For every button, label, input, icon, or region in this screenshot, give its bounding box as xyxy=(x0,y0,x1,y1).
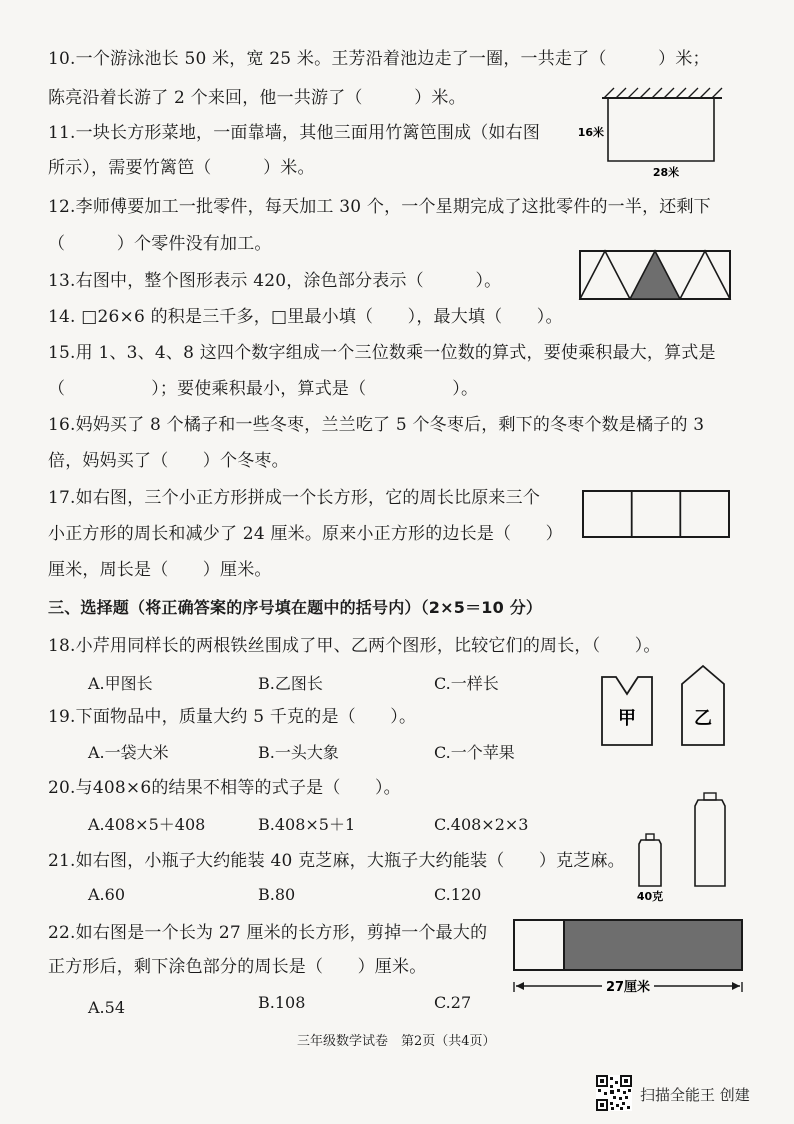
q12-line2: （ ）个零件没有加工。 xyxy=(48,234,272,254)
q16-line1: 16.妈妈买了 8 个橘子和一些冬枣，兰兰吃了 5 个冬枣后，剩下的冬枣个数是橘子的 3 xyxy=(48,415,705,435)
q10-line1: 10.一个游泳池长 50 米，宽 25 米。王芳沿着池边走了一圈，一共走了（ ）米； xyxy=(48,49,710,69)
q17-line2: 小正方形的周长和减少了 24 厘米。原来小正方形的边长是（ ） xyxy=(48,524,563,544)
q17-line3: 厘米，周长是（ ）厘米。 xyxy=(48,560,272,580)
q22-shaded-region xyxy=(564,920,742,970)
qr-code-icon xyxy=(596,1075,632,1111)
q11-line1: 11.一块长方形菜地，一面靠墙，其他三面用竹篱笆围成（如右图 xyxy=(48,123,541,143)
q22-rectangle-figure xyxy=(512,916,746,998)
q22-line1: 22.如右图是一个长为 27 厘米的长方形，剪掉一个最大的 xyxy=(48,923,488,943)
q13-triangle-figure xyxy=(579,250,731,300)
page-footer: 三年级数学试卷 第2页（共4页） xyxy=(297,1034,496,1049)
q18-option-c[interactable]: C.一样长 xyxy=(434,674,499,693)
q15-line2: （ ）；要使乘积最小，算式是（ ）。 xyxy=(48,379,479,399)
q19-option-c[interactable]: C.一个苹果 xyxy=(434,743,515,762)
q21-bottles-figure xyxy=(632,790,732,902)
q17-three-squares-figure xyxy=(582,490,730,538)
q14-line1: 14. □26×6 的积是三千多，□里最小填（ ），最大填（ ）。 xyxy=(48,307,563,327)
q21-small-bottle-label: 40克 xyxy=(636,890,664,903)
q18-label-yi: 乙 xyxy=(694,708,712,729)
scanner-watermark-text: 扫描全能王 创建 xyxy=(640,1086,750,1104)
q21-option-c[interactable]: C.120 xyxy=(434,885,482,904)
q18-stem: 18.小芹用同样长的两根铁丝围成了甲、乙两个图形，比较它们的周长，（ ）。 xyxy=(48,636,661,656)
q21-option-b[interactable]: B.80 xyxy=(258,885,296,904)
q18-label-jia: 甲 xyxy=(618,708,636,729)
q22-option-c[interactable]: C.27 xyxy=(434,993,472,1012)
q11-vegetable-plot-figure xyxy=(574,86,724,178)
q20-stem: 20.与408×6的结果不相等的式子是（ ）。 xyxy=(48,778,401,798)
section3-title: 三、选择题（将正确答案的序号填在题中的括号内）（2×5＝10 分） xyxy=(48,598,543,617)
q21-option-a[interactable]: A.60 xyxy=(88,885,125,904)
q22-option-b[interactable]: B.108 xyxy=(258,993,306,1012)
q19-option-b[interactable]: B.一头大象 xyxy=(258,743,339,762)
q16-line2: 倍，妈妈买了（ ）个冬枣。 xyxy=(48,451,289,471)
q20-option-b[interactable]: B.408×5＋1 xyxy=(258,815,356,834)
q11-side-label: 16米 xyxy=(577,126,604,139)
q20-option-a[interactable]: A.408×5＋408 xyxy=(88,815,206,834)
q11-line2: 所示），需要竹篱笆（ ）米。 xyxy=(48,158,315,178)
q13-shaded-triangle xyxy=(630,251,680,299)
q19-stem: 19.下面物品中，质量大约 5 千克的是（ ）。 xyxy=(48,707,417,727)
q22-option-a[interactable]: A.54 xyxy=(88,998,125,1017)
q21-stem: 21.如右图，小瓶子大约能装 40 克芝麻，大瓶子大约能装（ ）克芝麻。 xyxy=(48,851,625,871)
q11-bottom-label: 28米 xyxy=(652,166,680,179)
q12-line1: 12.李师傅要加工一批零件，每天加工 30 个，一个星期完成了这批零件的一半，还剩下 xyxy=(48,197,711,217)
q18-shapes-figure xyxy=(600,662,730,752)
q22-dimension-label: 27厘米 xyxy=(605,980,651,995)
q22-line2: 正方形后，剩下涂色部分的周长是（ ）厘米。 xyxy=(48,957,427,977)
q13-line1: 13.右图中，整个图形表示 420，涂色部分表示（ ）。 xyxy=(48,271,502,291)
q10-line2: 陈亮沿着长游了 2 个来回，他一共游了（ ）米。 xyxy=(48,88,466,108)
q19-option-a[interactable]: A.一袋大米 xyxy=(88,743,169,762)
q18-option-b[interactable]: B.乙图长 xyxy=(258,674,323,693)
q18-option-a[interactable]: A.甲图长 xyxy=(88,674,153,693)
q17-line1: 17.如右图，三个小正方形拼成一个长方形，它的周长比原来三个 xyxy=(48,488,541,508)
q15-line1: 15.用 1、3、4、8 这四个数字组成一个三位数乘一位数的算式，要使乘积最大，算式是 xyxy=(48,343,716,363)
q20-option-c[interactable]: C.408×2×3 xyxy=(434,815,529,834)
